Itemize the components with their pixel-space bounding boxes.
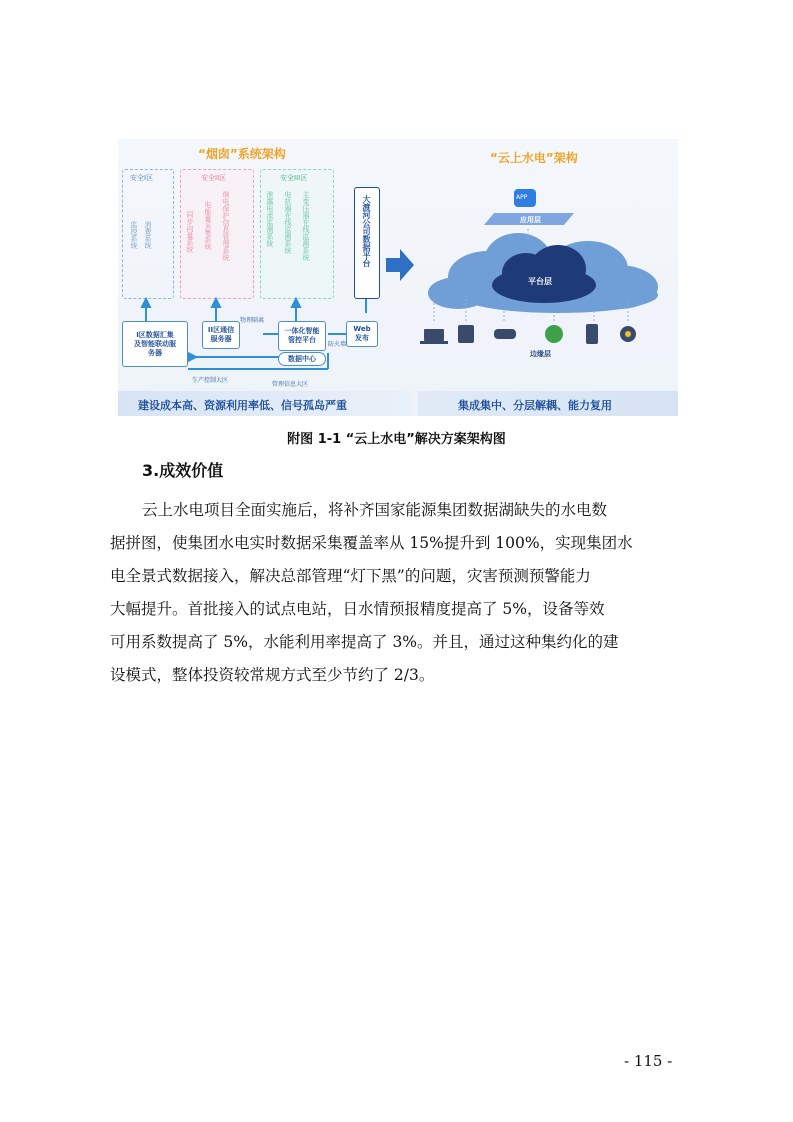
left-figure-title: “烟囱”系统架构 (198, 147, 286, 161)
zone-1-col-1: 监控系统 (130, 221, 138, 249)
right-banner-text: 集成集中、分层解耦、能力复用 (458, 399, 612, 412)
zone-3-col-3: 主变压器在线监测系统 (302, 191, 310, 261)
zone1-server-box: I区数据汇集 及智能联动服 务器 (122, 321, 188, 367)
zone-3-label: 安全III区 (280, 174, 308, 182)
paragraph-line-3: 电全景式数据接入，解决总部管理“灯下黑”的问题，灾害预测预警能力 (110, 567, 591, 585)
zone-2-col-2: 电能量采集系统 (204, 201, 212, 250)
physical-isolation-label: 物理隔离 (240, 317, 265, 324)
production-zone-label: 生产控制大区 (192, 377, 229, 384)
left-banner-text: 建设成本高、资源利用率低、信号孤岛严重 (138, 399, 347, 412)
architecture-figure (118, 139, 678, 416)
figure-caption: 附图 1-1 “云上水电”解决方案架构图 (287, 432, 506, 447)
zone-1-col-2: 消费系统 (144, 221, 152, 249)
data-platform-label: 大渡河公司数据平台 (362, 195, 371, 267)
integrated-platform-box: 一体化智能 管控平台 (278, 321, 326, 351)
paragraph-line-1: 云上水电项目全面实施后，将补齐国家能源集团数据湖缺失的水电数 (142, 501, 608, 519)
section-heading: 3.成效价值 (142, 461, 224, 480)
app-icon-label: APP (516, 194, 528, 201)
zone2-server-box: II区通信 服务器 (202, 321, 240, 349)
zone-3-col-1: 泄露电流监测系统 (266, 191, 274, 247)
zone-2-label: 安全II区 (201, 174, 227, 182)
page-number: - 115 - (624, 1052, 673, 1070)
paragraph-line-5: 可用系数提高了 5%，水能利用率提高了 3%。并且，通过这种集约化的建 (110, 633, 619, 651)
zone-2-col-1: 同步向量系统 (186, 211, 194, 253)
right-figure-title: “云上水电”架构 (490, 151, 578, 165)
paragraph-line-2: 据拼图，使集团水电实时数据采集覆盖率从 15%提升到 100%，实现集团水 (110, 534, 633, 552)
zone-1-label: 安全I区 (130, 174, 154, 182)
app-layer-label: 应用层 (520, 216, 541, 224)
platform-layer-label: 平台层 (528, 277, 552, 286)
zone-2-col-3: 继电保护信息管理系统 (222, 191, 230, 261)
data-center-box: 数据中心 (278, 352, 326, 366)
zone-3-col-2: 电抗器在线监测系统 (284, 191, 292, 254)
edge-layer-label: 边缘层 (530, 350, 551, 358)
paragraph-line-6: 设模式，整体投资较常规方式至少节约了 2/3。 (110, 666, 435, 684)
web-publish-box: Web 发布 (346, 321, 378, 347)
paragraph-line-4: 大幅提升。首批接入的试点电站，日水情预报精度提高了 5%，设备等效 (110, 600, 605, 618)
management-zone-label: 管理信息大区 (272, 381, 309, 388)
firewall-label: 防火墙 (328, 341, 347, 348)
